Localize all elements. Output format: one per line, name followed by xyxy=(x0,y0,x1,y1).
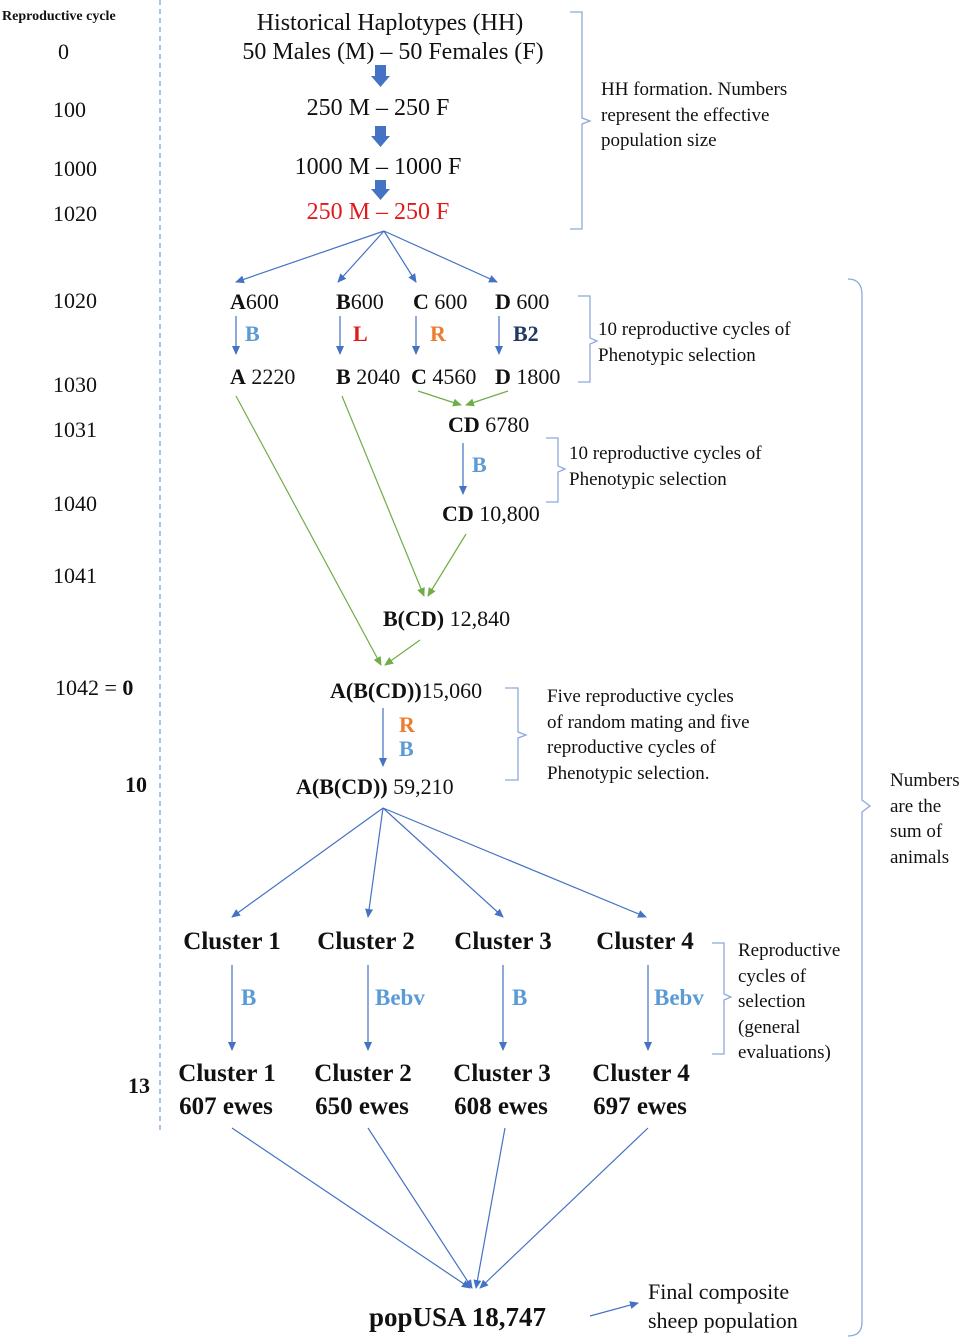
cluster-2-final: Cluster 2 xyxy=(314,1060,412,1087)
breed-b-start: B600 xyxy=(336,289,384,314)
arrow-to-cluster-3 xyxy=(383,808,503,917)
cycle-label: 1041 xyxy=(53,563,97,588)
cycle-column-header: Reproductive cycle xyxy=(2,9,116,24)
cluster-4-trait: Bebv xyxy=(654,985,704,1010)
cluster-4-ewes: 697 ewes xyxy=(593,1093,687,1120)
hh-step-100: 250 M – 250 F xyxy=(306,95,450,121)
bracket-hh xyxy=(570,12,590,229)
merge-cluster-1 xyxy=(232,1128,470,1288)
breed-d-end: D 1800 xyxy=(495,364,561,389)
bracket-phenotypic-2 xyxy=(546,438,565,502)
cycle-label: 1040 xyxy=(53,491,97,516)
cycle-label: 100 xyxy=(53,97,86,122)
abcd-trait-r: R xyxy=(399,712,415,737)
merge-a-to-abcd xyxy=(236,396,381,665)
bracket-cluster xyxy=(712,943,731,1054)
cycle-label: 13 xyxy=(128,1073,150,1098)
breed-c-end: C 4560 xyxy=(411,364,477,389)
trait-b: L xyxy=(353,321,368,346)
merge-c xyxy=(418,391,461,405)
phenotypic-note-2: 10 reproductive cycles of Phenotypic selection xyxy=(569,443,762,490)
block-arrow-2 xyxy=(371,126,390,147)
cluster-1-title: Cluster 1 xyxy=(183,928,281,955)
cd-end: CD 10,800 xyxy=(442,501,540,526)
merge-cluster-3 xyxy=(476,1128,505,1288)
hh-founders: 50 Males (M) – 50 Females (F) xyxy=(242,39,544,65)
cycle-label: 0 xyxy=(58,39,69,64)
cluster-3-title: Cluster 3 xyxy=(454,928,552,955)
cycle-label: 1030 xyxy=(53,372,97,397)
hh-note: HH formation. Numbers represent the effective population size xyxy=(601,79,788,151)
breed-a-start: A600 xyxy=(230,289,279,314)
hh-step-1000: 1000 M – 1000 F xyxy=(294,154,462,180)
phenotypic-note-1: 10 reproductive cycles of Phenotypic selection xyxy=(598,319,791,366)
cluster-2-ewes: 650 ewes xyxy=(315,1093,409,1120)
cycle-label: 1020 xyxy=(53,201,97,226)
breed-a-end: A 2220 xyxy=(230,364,296,389)
cluster-4-title: Cluster 4 xyxy=(596,928,694,955)
cluster-3-trait: B xyxy=(512,985,528,1010)
bcd-stage: B(CD) 12,840 xyxy=(383,606,511,631)
merge-bcd-to-abcd xyxy=(385,640,420,665)
trait-d: B2 xyxy=(513,321,539,346)
block-arrow-1 xyxy=(371,65,390,87)
merge-cluster-2 xyxy=(368,1128,472,1288)
block-arrow-3 xyxy=(371,180,390,200)
abcd-note: Five reproductive cycles of random mating and five reproductive cycles of Phenotypic selection. xyxy=(547,686,750,784)
sum-note: Numbers are the sum of animals xyxy=(890,770,960,868)
cluster-4-final: Cluster 4 xyxy=(592,1060,690,1087)
abcd-end: A(B(CD)) 59,210 xyxy=(296,774,454,799)
cluster-1-ewes: 607 ewes xyxy=(179,1093,273,1120)
cd-trait: B xyxy=(472,452,487,477)
cycle-label: 1020 xyxy=(53,288,97,313)
arrow-to-d xyxy=(384,231,497,282)
cluster-note: Reproductive cycles of selection (general evaluations) xyxy=(738,940,841,1063)
hh-title: Historical Haplotypes (HH) xyxy=(256,10,524,36)
cluster-3-final: Cluster 3 xyxy=(453,1060,551,1087)
bracket-sum xyxy=(848,279,870,1336)
abcd-start: A(B(CD))15,060 xyxy=(330,678,483,703)
final-population: popUSA 18,747 xyxy=(369,1302,547,1332)
cycle-label: 1031 xyxy=(53,417,97,442)
arrow-to-cluster-2 xyxy=(368,808,383,917)
breed-d-start: D 600 xyxy=(495,289,550,314)
arrow-to-cluster-1 xyxy=(232,808,383,917)
cycle-label: 10 xyxy=(125,772,147,797)
cluster-3-ewes: 608 ewes xyxy=(454,1093,548,1120)
breed-c-start: C 600 xyxy=(413,289,468,314)
trait-c: R xyxy=(430,321,446,346)
merge-cd-to-bcd xyxy=(428,534,466,596)
cluster-2-title: Cluster 2 xyxy=(317,928,415,955)
cluster-2-trait: Bebv xyxy=(375,985,425,1010)
merge-b-to-bcd xyxy=(342,396,424,596)
cycle-label: 1000 xyxy=(53,156,97,181)
merge-d xyxy=(466,391,508,405)
cluster-1-trait: B xyxy=(241,985,257,1010)
arrow-to-cluster-4 xyxy=(383,808,646,917)
cycle-label-reset: 1042 = 0 xyxy=(55,675,134,700)
breed-b-end: B 2040 xyxy=(336,364,401,389)
cd-start: CD 6780 xyxy=(448,412,530,437)
cluster-1-final: Cluster 1 xyxy=(178,1060,276,1087)
bracket-abcd xyxy=(505,688,526,780)
trait-a: B xyxy=(245,321,260,346)
abcd-trait-b: B xyxy=(399,736,414,761)
final-note: Final composite sheep population xyxy=(648,1279,798,1333)
bracket-phenotypic-1 xyxy=(578,296,597,382)
final-note-arrow xyxy=(590,1303,638,1316)
merge-cluster-4 xyxy=(480,1128,648,1288)
hh-step-1020: 250 M – 250 F xyxy=(306,199,450,225)
